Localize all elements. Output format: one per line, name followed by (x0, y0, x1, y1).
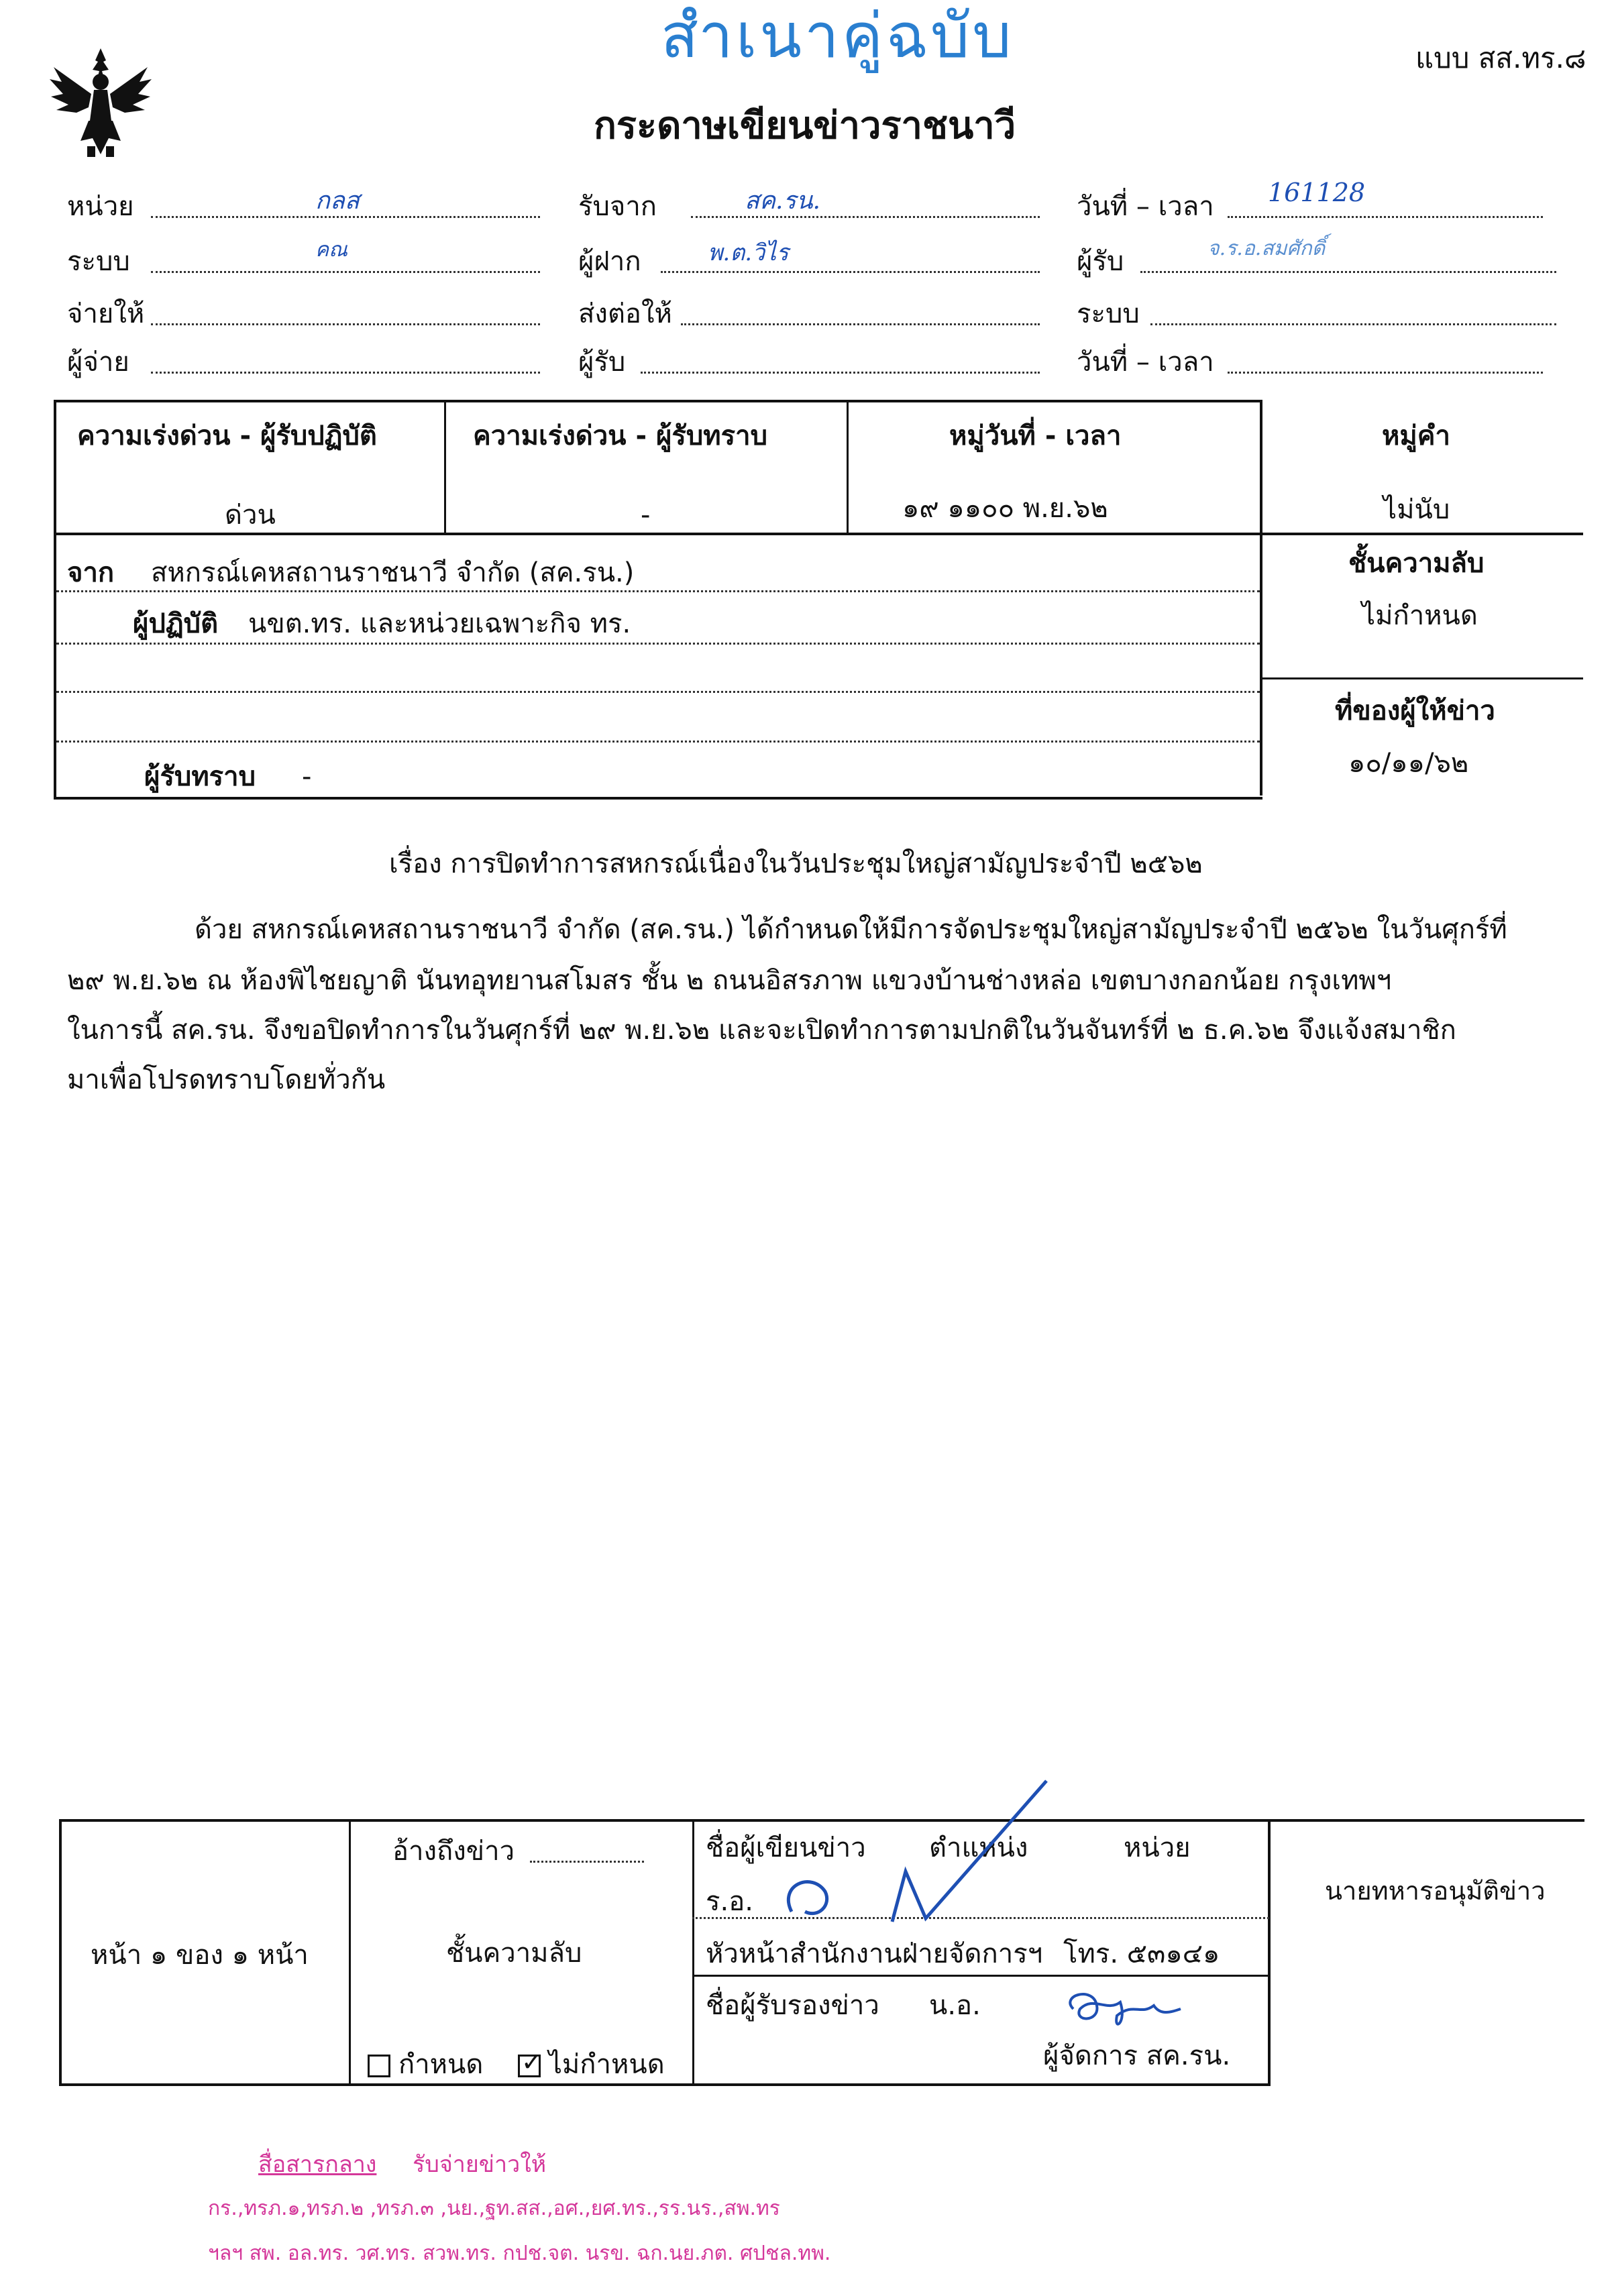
system2-label: ระบบ (1077, 298, 1140, 329)
groups-header: หมู่คำ (1382, 421, 1450, 451)
action-priority-header: ความเร่งด่วน - ผู้รับปฏิบัติ (77, 421, 377, 451)
approving-officer-label: นายทหารอนุมัติข่าว (1325, 1876, 1546, 1906)
classification-options (368, 2042, 665, 2085)
approver-position: ผู้จัดการ สค.รน. (1043, 2040, 1231, 2071)
depositor-value: พ.ต.วิไร (708, 239, 789, 266)
datetime-label: วันที่ – เวลา (1077, 191, 1214, 222)
depositor-label: ผู้ฝาก (578, 246, 641, 277)
distribution-title: สื่อสารกลาง (258, 2151, 377, 2178)
classification-label: ชั้นความลับ (1348, 548, 1485, 579)
dtg-value: ๑๙ ๑๑๐๐ พ.ย.๖๒ (902, 493, 1108, 524)
dtg-header: หมู่วันที่ - เวลา (949, 421, 1122, 451)
originator-ref-label: ที่ของผู้ให้ข่าว (1335, 696, 1495, 726)
defined-checkbox[interactable] (368, 2055, 390, 2077)
body-line-2: ๒๙ พ.ย.๖๒ ณ ห้องพิไชยญาติ นันทอุทยานสโมสร ชั้น ๒ ถนนอิสรภาพ แขวงบ้านช่างหล่อ เขตบางกอกน้อย กรุงเทพฯ (67, 965, 1392, 996)
writer-signature (751, 1778, 1067, 1938)
info-priority-header: ความเร่งด่วน - ผู้รับทราบ (473, 421, 767, 451)
info-addressee-label: ผู้รับทราบ (144, 761, 256, 792)
action-addressee-label: ผู้ปฏิบัติ (133, 608, 219, 639)
writer-name-label: ชื่อผู้เขียนข่าว (706, 1833, 866, 1863)
writer-position: หัวหน้าสำนักงานฝ่ายจัดการฯ (706, 1938, 1043, 1969)
forward-to-label: ส่งต่อให้ (578, 298, 672, 329)
receiver-value: จ.ร.อ.สมศักดิ์ (1207, 237, 1326, 260)
info-addressee-value: - (302, 761, 312, 792)
writer-rank: ร.อ. (706, 1886, 753, 1917)
unit-value: กลส (315, 187, 360, 215)
info-priority-value: - (641, 500, 651, 531)
writer-position-label: ตำแหน่ง (929, 1833, 1028, 1863)
copy-stamp: สำเนาคู่ฉบับ (661, 0, 1014, 72)
approver-rank: น.อ. (929, 1990, 981, 2021)
received-from-label: รับจาก (578, 191, 657, 222)
garuda-emblem-icon (47, 40, 154, 161)
originator-ref-value: ๑๐/๑๑/๖๒ (1348, 748, 1469, 779)
check-mark-icon: ✓ (521, 2047, 543, 2077)
action-priority-value: ด่วน (225, 500, 276, 531)
distribution-line-1: กร.,ทรภ.๑,ทรภ.๒ ,ทรภ.๓ ,นย.,ฐท.สส.,อศ.,ยศ.ทร.,รร.นร.,สพ.ทร (208, 2197, 780, 2220)
undefined-checkbox[interactable] (518, 2047, 543, 2077)
from-value: สหกรณ์เคหสถานราชนาวี จำกัด (สค.รน.) (151, 557, 635, 588)
receiver-label: ผู้รับ (1077, 246, 1124, 277)
page-title: กระดาษเขียนข่าวราชนาวี (594, 104, 1016, 148)
body-line-3: ในการนี้ สค.รน. จึงขอปิดทำการในวันศุกร์ที่ ๒๙ พ.ย.๖๒ และจะเปิดทำการตามปกติในวันจันทร์ที่ ๒ ธ.ค.๖๒ จึงแจ้งสมาชิก (67, 1015, 1456, 1046)
system-label: ระบบ (67, 246, 130, 277)
footer-classification-label: ชั้นความลับ (446, 1938, 582, 1969)
form-code: แบบ สส.ทร.๘ (1415, 42, 1586, 74)
received-from-value: สค.รน. (745, 187, 820, 215)
message-subject: เรื่อง การปิดทำการสหกรณ์เนื่องในวันประชุมใหญ่สามัญประจำปี ๒๕๖๒ (389, 849, 1203, 879)
payer-label: ผู้จ่าย (67, 347, 129, 378)
writer-phone: โทร. ๕๓๑๔๑ (1063, 1938, 1220, 1969)
pay-to-label: จ่ายให้ (67, 298, 145, 329)
datetime-value: 161128 (1268, 178, 1366, 207)
distribution-line-2: ฯลฯ สพ. อล.ทร. วศ.ทร. สวพ.ทร. กปช.จต. นรข. ฉก.นย.ภต. ศปชล.ทพ. (208, 2242, 831, 2265)
approver-signature (1053, 1982, 1201, 2036)
defined-option-label: กำหนด (398, 2049, 484, 2080)
approver-name-label: ชื่อผู้รับรองข่าว (706, 1990, 879, 2021)
action-addressee-value: นขต.ทร. และหน่วยเฉพาะกิจ ทร. (248, 608, 631, 639)
reference-label: อ้างถึงข่าว (392, 1836, 515, 1867)
unit-label: หน่วย (67, 191, 134, 222)
body-line-1: ด้วย สหกรณ์เคหสถานราชนาวี จำกัด (สค.รน.) ได้กำหนดให้มีการจัดประชุมใหญ่สามัญประจำปี ๒๕๖๒ ในวันศุกร์ที่ (195, 914, 1507, 945)
body-line-4: มาเพื่อโปรดทราบโดยทั่วกัน (67, 1064, 386, 1095)
system-value: คณ (315, 238, 347, 262)
groups-value: ไม่นับ (1383, 494, 1450, 525)
from-label: จาก (67, 557, 115, 588)
classification-value: ไม่กำหนด (1362, 600, 1478, 631)
undefined-option-label: ไม่กำหนด (548, 2049, 665, 2080)
writer-unit-label: หน่วย (1124, 1833, 1191, 1863)
receiver2-label: ผู้รับ (578, 347, 626, 378)
page-info: หน้า ๑ ของ ๑ หน้า (91, 1940, 309, 1971)
distribution-note: รับจ่ายข่าวให้ (413, 2151, 547, 2178)
datetime2-label: วันที่ – เวลา (1077, 347, 1214, 378)
